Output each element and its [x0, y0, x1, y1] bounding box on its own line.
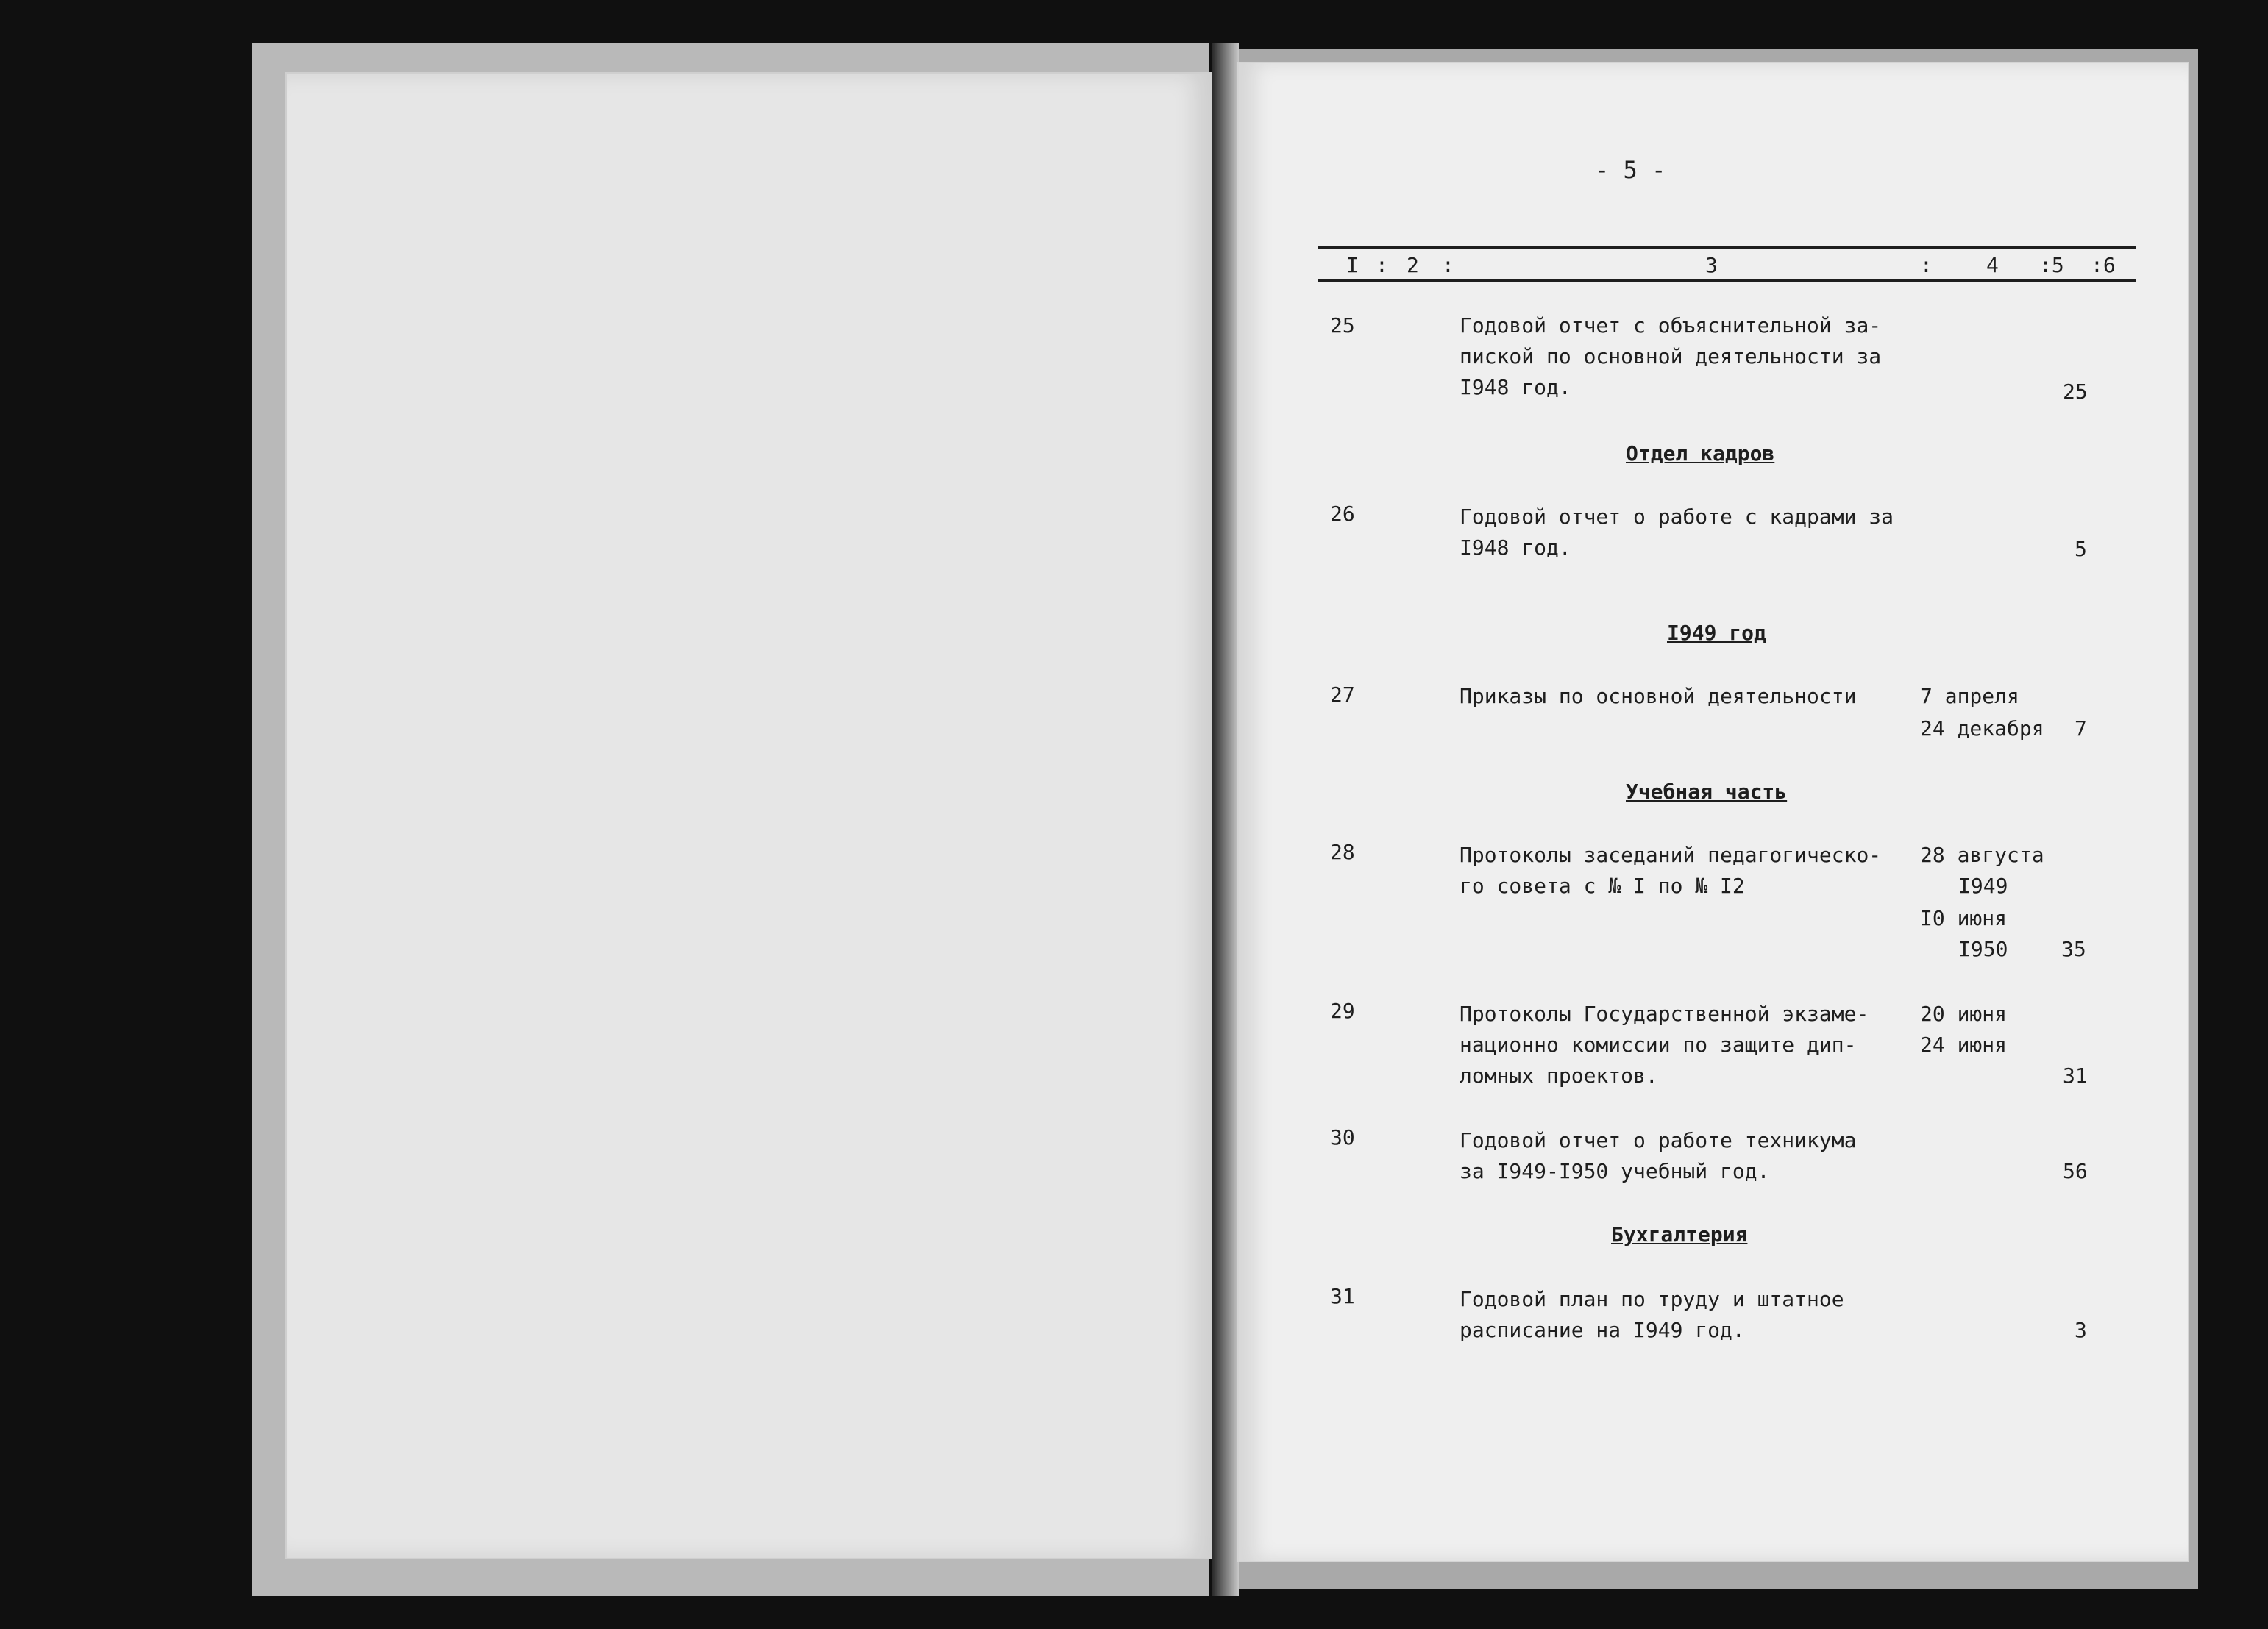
entry-title-line: го совета с № I по № I2 [1460, 874, 1745, 898]
col-sep-a: : [1376, 253, 1388, 277]
entry-page-count: 35 [2061, 937, 2086, 961]
entry-title-line: I948 год. [1460, 375, 1571, 399]
section-heading: Бухгалтерия [1611, 1222, 1748, 1247]
entry-title-line: Протоколы Государственной экзаме- [1460, 1002, 1869, 1026]
entry-number: 25 [1330, 313, 1355, 338]
section-heading: Отдел кадров [1626, 441, 1775, 466]
entry-title-line: за I949-I950 учебный год. [1460, 1159, 1770, 1183]
col-sep-c: : [1920, 253, 1933, 277]
entry-number: 31 [1330, 1284, 1355, 1308]
entry-number: 30 [1330, 1125, 1355, 1149]
entry-date: 7 апреля [1920, 684, 2019, 708]
entry-title-line: национно комиссии по защите дип- [1460, 1033, 1857, 1057]
entry-number: 26 [1330, 502, 1355, 526]
entry-title-line: пиской по основной деятельности за [1460, 344, 1882, 368]
entry-page-count: 31 [2063, 1063, 2088, 1088]
col-1-label: I [1346, 253, 1359, 277]
entry-page-count: 56 [2063, 1159, 2088, 1183]
blank-left-page [287, 74, 1212, 1558]
entry-page-count: 7 [2075, 716, 2087, 741]
entry-page-count: 5 [2075, 537, 2087, 561]
header-rule-top [1318, 246, 2136, 249]
entry-title-line: I948 год. [1460, 535, 1571, 560]
entry-date: 24 декабря [1920, 716, 2044, 741]
entry-date: I949 [1958, 874, 2008, 898]
col-3-label: 3 [1705, 253, 1718, 277]
entry-title-line: Приказы по основной деятельности [1460, 684, 1857, 708]
entry-title-line: расписание на I949 год. [1460, 1318, 1745, 1342]
entry-number: 29 [1330, 999, 1355, 1023]
entry-date: 20 июня [1920, 1002, 2008, 1026]
section-heading: Учебная часть [1626, 780, 1788, 804]
entry-title-line: Годовой отчет с объяснительной за- [1460, 313, 1882, 338]
entry-title-line: ломных проектов. [1460, 1063, 1658, 1088]
entry-number: 27 [1330, 682, 1355, 707]
col-2-label: 2 [1407, 253, 1419, 277]
entry-page-count: 25 [2063, 379, 2088, 404]
entry-title-line: Годовой отчет о работе техникума [1460, 1128, 1857, 1152]
entry-date: 24 июня [1920, 1033, 2008, 1057]
section-heading: I949 год [1667, 621, 1766, 645]
col-sep-b: : [1442, 253, 1454, 277]
col-6-label: :6 [2091, 253, 2116, 277]
col-4-label: 4 [1986, 253, 1999, 277]
entry-number: 28 [1330, 840, 1355, 864]
header-rule-bottom [1318, 279, 2136, 282]
entry-page-count: 3 [2075, 1318, 2087, 1342]
entry-date: I0 июня [1920, 906, 2008, 930]
page-number: - 5 - [1595, 156, 1666, 184]
entry-title-line: Годовой отчет о работе с кадрами за [1460, 505, 1894, 529]
entry-title-line: Годовой план по труду и штатное [1460, 1287, 1844, 1311]
book-spine [1212, 43, 1239, 1596]
entry-date: I950 [1958, 937, 2008, 961]
entry-date: 28 августа [1920, 843, 2044, 867]
entry-title-line: Протоколы заседаний педагогическо- [1460, 843, 1882, 867]
col-5-label: :5 [2039, 253, 2064, 277]
